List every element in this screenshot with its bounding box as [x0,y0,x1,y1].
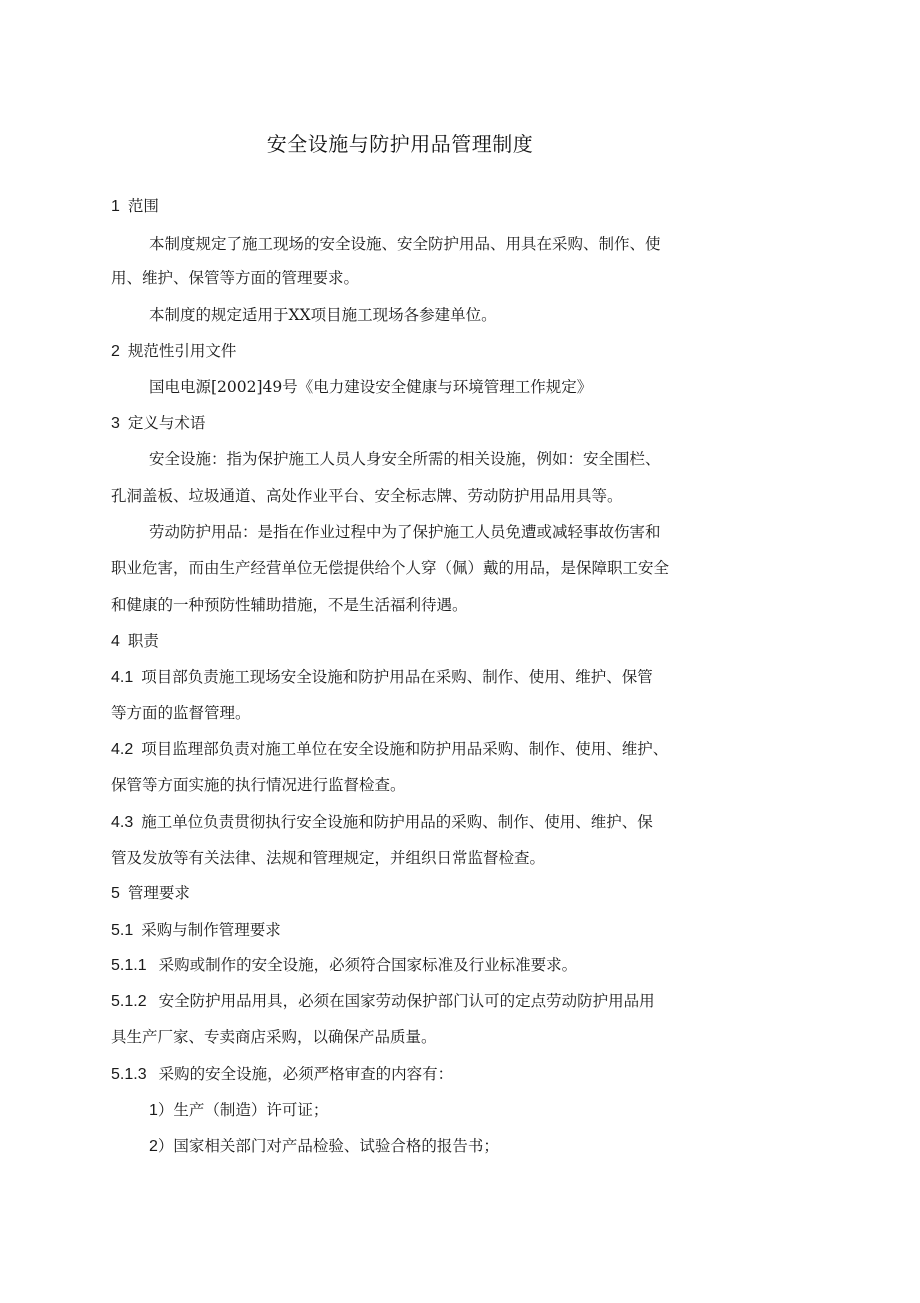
paragraph-line: 和健康的一种预防性辅助措施，不是生活福利待遇。 [111,596,468,614]
paragraph-line: 本制度的规定适用于XX项目施工现场各参建单位。 [149,306,497,324]
clause-number: 5.1.2 [111,993,147,1010]
list-item [149,1100,749,1121]
paragraph-line: 本制度规定了施工现场的安全设施、安全防护用品、用具在采购、制作、使 [149,235,661,253]
paragraph-line: 安全设施：指为保护施工人员人身安全所需的相关设施，例如：安全围栏、 [149,450,661,468]
clause-line [111,667,711,688]
heading-text: 职责 [127,632,159,650]
clause-text: 项目部负责施工现场安全设施和防护用品在采购、制作、使用、维护、保管 [141,668,653,686]
paragraph-line: 保管等方面实施的执行情况进行监督检查。 [111,776,406,794]
list-item-number: 2 [149,1138,158,1155]
reference-line: 国电电源[2002]49号《电力建设安全健康与环境管理工作规定》 [149,378,593,396]
list-item-text: ）生产（制造）许可证； [157,1101,329,1119]
clause-number: 4.3 [111,814,134,831]
clause-line [111,812,711,833]
section-heading [111,631,711,652]
section-heading [111,196,711,217]
clause-number: 5.1.1 [111,957,147,974]
section-heading [111,883,711,904]
clause-text: 施工单位负责贯彻执行安全设施和防护用品的采购、制作、使用、维护、保 [141,813,653,831]
clause-line [111,920,711,941]
section-number: 5 [111,885,120,902]
paragraph-line: 等方面的监督管理。 [111,704,251,722]
paragraph-line: 管及发放等有关法律、法规和管理规定，并组织日常监督检查。 [111,849,546,867]
heading-text: 定义与术语 [127,414,206,432]
clause-line [111,739,711,760]
section-number: 1 [111,198,120,215]
section-number: 2 [111,343,120,360]
section-number: 3 [111,415,120,432]
clause-number: 5.1.3 [111,1066,147,1083]
list-item [149,1136,749,1157]
clause-line [111,1064,711,1085]
clause-text: 采购的安全设施，必须严格审查的内容有： [158,1065,454,1083]
list-item-text: ）国家相关部门对产品检验、试验合格的报告书； [157,1137,499,1155]
heading-text: 管理要求 [127,884,190,902]
clause-text: 安全防护用品用具，必须在国家劳动保护部门认可的定点劳动防护用品用 [158,992,655,1010]
clause-line [111,991,711,1012]
heading-text: 范围 [127,197,159,215]
clause-text: 项目监理部负责对施工单位在安全设施和防护用品采购、制作、使用、维护、 [141,740,669,758]
clause-line [111,955,711,976]
paragraph-line: 用、维护、保管等方面的管理要求。 [111,269,360,287]
section-heading [111,413,711,434]
list-item-number: 1 [149,1102,158,1119]
paragraph-line: 职业危害，而由生产经营单位无偿提供给个人穿（佩）戴的用品，是保障职工安全 [111,559,670,577]
clause-text: 采购与制作管理要求 [141,921,281,939]
section-heading [111,341,711,362]
clause-number: 4.1 [111,669,134,686]
clause-number: 4.2 [111,741,134,758]
clause-number: 5.1 [111,922,134,939]
paragraph-line: 劳动防护用品：是指在作业过程中为了保护施工人员免遭或减轻事故伤害和 [149,523,661,541]
paragraph-line: 孔洞盖板、垃圾通道、高处作业平台、安全标志牌、劳动防护用品用具等。 [111,487,623,505]
clause-text: 采购或制作的安全设施，必须符合国家标准及行业标准要求。 [158,956,578,974]
section-number: 4 [111,633,120,650]
paragraph-line: 具生产厂家、专卖商店采购，以确保产品质量。 [111,1028,437,1046]
heading-text: 规范性引用文件 [127,342,237,360]
document-title: 安全设施与防护用品管理制度 [266,132,534,156]
